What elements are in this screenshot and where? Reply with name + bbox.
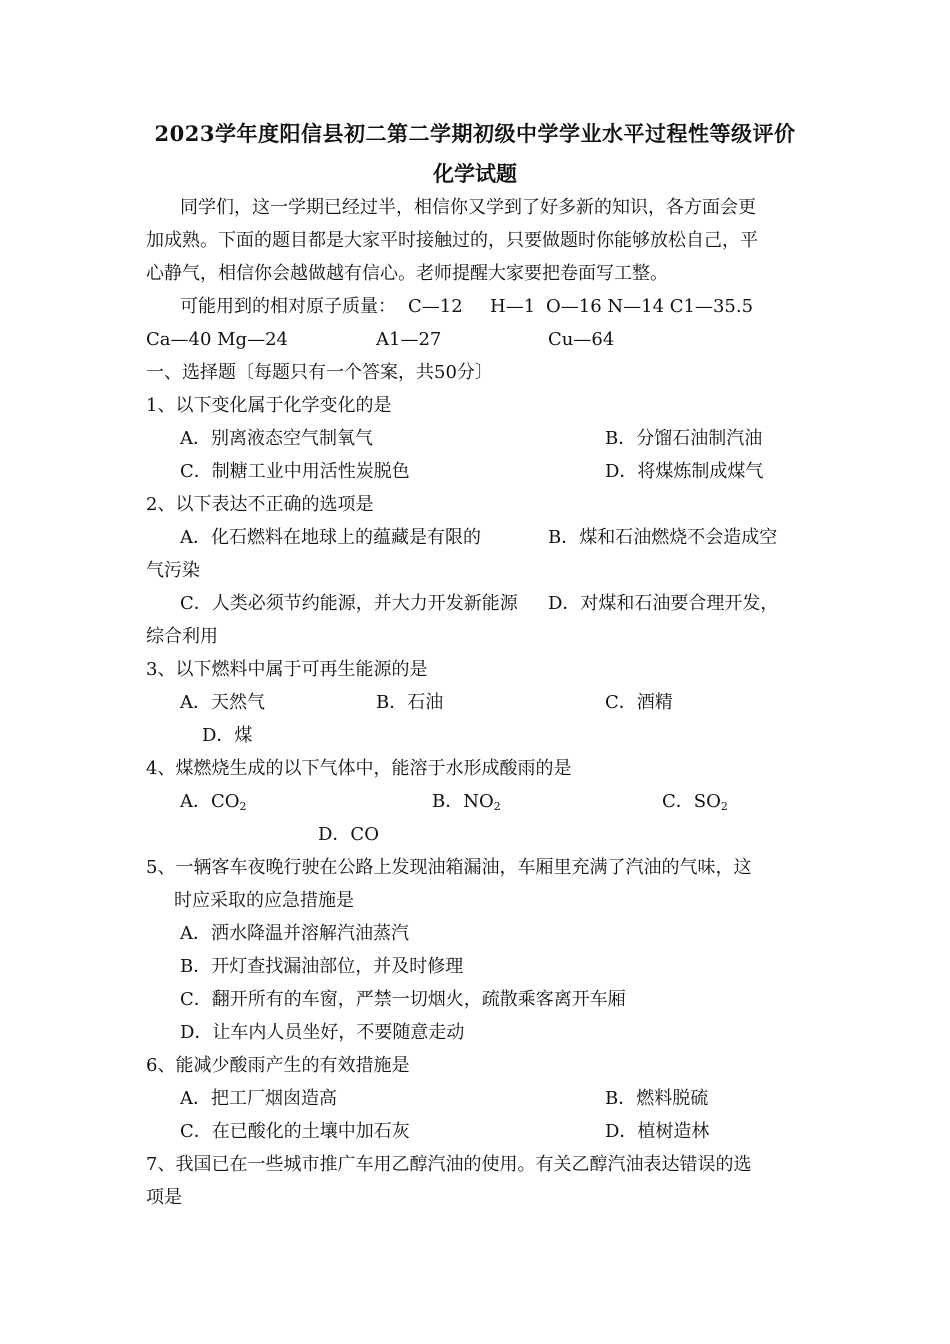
intro-line-3: 心静气，相信你会越做越有信心。老师提醒大家要把卷面写工整。: [146, 263, 668, 284]
exam-title: 2023学年度阳信县初二第二学期初级中学学业水平过程性等级评价: [154, 121, 796, 146]
question-1-option-a: A．别离液态空气制氧气: [180, 428, 373, 449]
question-3-option-d: D．煤: [202, 725, 253, 746]
atomic-mass-c: C—12: [408, 296, 463, 317]
question-4-stem: 4、煤燃烧生成的以下气体中，能溶于水形成酸雨的是: [146, 758, 572, 779]
question-4-option-c: C．$SO_2$: [662, 791, 728, 813]
question-3-option-c: C．酒精: [605, 692, 673, 713]
question-2-stem: 2、以下表达不正确的选项是: [146, 494, 374, 515]
exam-subtitle: 化学试题: [433, 161, 517, 186]
question-2-option-a: A．化石燃料在地球上的蕴藏是有限的: [180, 527, 481, 548]
intro-line-2: 加成熟。下面的题目都是大家平时接触过的，只要做题时你能够放松自己，平: [146, 230, 758, 251]
question-2-option-b: B．煤和石油燃烧不会造成空: [548, 527, 778, 548]
question-2-option-c: C．人类必须节约能源，并大力开发新能源: [180, 593, 518, 614]
question-4-option-d: D．CO: [318, 824, 379, 845]
intro-line-1: 同学们，这一学期已经过半，相信你又学到了好多新的知识，各方面会更: [180, 197, 756, 218]
atomic-mass-cu: Cu—64: [548, 329, 615, 350]
question-6-option-c: C．在已酸化的土壤中加石灰: [180, 1121, 410, 1142]
atomic-mass-h: H—1: [490, 296, 536, 317]
question-1-option-c: C．制糖工业中用活性炭脱色: [180, 461, 410, 482]
question-7-stem: 7、我国已在一些城市推广车用乙醇汽油的使用。有关乙醇汽油表达错误的选: [146, 1154, 752, 1175]
question-3-option-b: B．石油: [376, 692, 444, 713]
section-heading: 一、选择题〔每题只有一个答案，共50分〕: [146, 362, 493, 383]
question-1-option-d: D．将煤炼制成煤气: [605, 461, 764, 482]
atomic-mass-al: A1—27: [376, 329, 442, 350]
question-1-option-b: B．分馏石油制汽油: [605, 428, 763, 449]
question-6-stem: 6、能减少酸雨产生的有效措施是: [146, 1055, 410, 1076]
question-3-option-a: A．天然气: [180, 692, 265, 713]
question-5-option-c: C．翻开所有的车窗，严禁一切烟火，疏散乘客离开车厢: [180, 989, 626, 1010]
atomic-mass-label: 可能用到的相对原子质量：: [180, 296, 396, 317]
question-2-option-d-cont: 综合利用: [146, 626, 218, 647]
question-2-option-d: D．对煤和石油要合理开发，: [548, 593, 779, 614]
question-6-option-d: D．植树造林: [605, 1121, 710, 1142]
question-5-stem: 5、一辆客车夜晚行驶在公路上发现油箱漏油，车厢里充满了汽油的气味，这: [146, 857, 752, 878]
question-5-option-b: B．开灯查找漏油部位，并及时修理: [180, 956, 464, 977]
question-6-option-b: B．燃料脱硫: [605, 1088, 709, 1109]
question-4-option-b: B．$NO_2$: [432, 791, 501, 813]
question-5-option-d: D．让车内人员坐好，不要随意走动: [180, 1022, 465, 1043]
question-6-option-a: A．把工厂烟囱造高: [180, 1088, 337, 1109]
question-7-stem-cont: 项是: [146, 1187, 182, 1208]
question-2-option-b-cont: 气污染: [146, 560, 200, 581]
atomic-mass-o-n-cl: O—16 N—14 C1—35.5: [546, 296, 754, 317]
question-3-stem: 3、以下燃料中属于可再生能源的是: [146, 659, 428, 680]
question-5-option-a: A．洒水降温并溶解汽油蒸汽: [180, 923, 409, 944]
atomic-mass-ca-mg: Ca—40 Mg—24: [146, 329, 288, 350]
question-4-option-a: A．$CO_2$: [180, 791, 247, 813]
question-1-stem: 1、以下变化属于化学变化的是: [146, 395, 392, 416]
question-5-stem-cont: 时应采取的应急措施是: [174, 890, 354, 911]
